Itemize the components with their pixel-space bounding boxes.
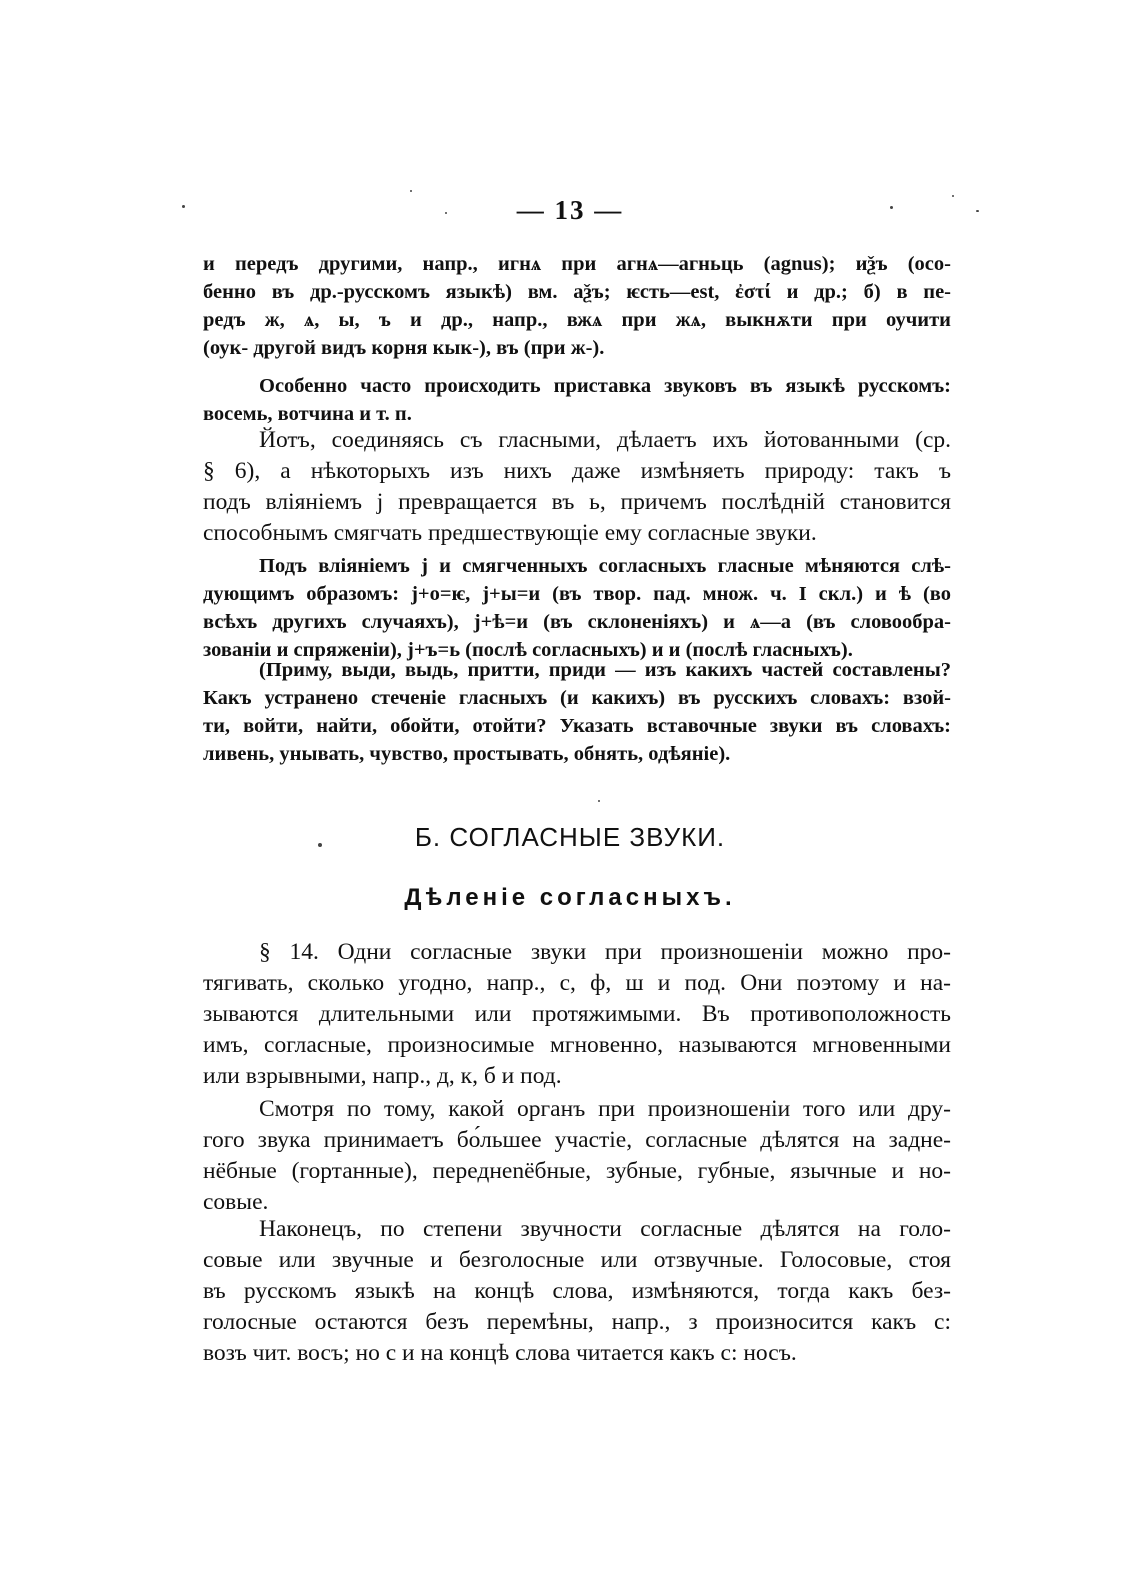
text-line: (оук- другой видъ корня кык-), въ (при ж-). [203, 337, 605, 359]
text-line: нёбные (гортанные), переднenёбные, зубные, губные, язычные и но- [203, 1158, 951, 1184]
text-line: редъ ж, ѧ, ы, ъ и др., напр., вжѧ при жѧ, выкнѫти при оучити [203, 309, 951, 331]
text-line: гого звука принимаетъ бо́льшее участіе, согласные дѣлятся на задне- [203, 1127, 951, 1153]
text-line: совые. [203, 1189, 269, 1215]
text-line: голосные остаются безъ перемѣны, напр., з произносится какъ с: [203, 1309, 951, 1335]
paragraph-vowel-changes [203, 552, 951, 664]
text-line: зываются длительными или протяжимыми. Въ противоположность [203, 1001, 951, 1027]
scan-speck [598, 800, 600, 802]
text-line: ти, войти, найти, обойти, отойти? Указать вставочные звуки въ словахъ: [203, 715, 951, 737]
text-line: (Приму, выди, выдь, притти, приди — изъ какихъ частей составлены? [259, 659, 951, 681]
text-line: возъ чит. восъ; но с и на концѣ слова читается какъ с: носъ. [203, 1340, 797, 1366]
scan-speck [410, 190, 412, 192]
scan-speck [952, 195, 954, 197]
text-line: тягивать, сколько угодно, напр., с, ф, ш и под. Они поэтому и на- [203, 970, 951, 996]
text-line: имъ, согласные, произносимые мгновенно, называются мгновенными [203, 1032, 951, 1058]
text-line: § 6), а нѣкоторыхъ изъ нихъ даже измѣняеть природу: такъ ъ [203, 458, 951, 484]
text-line: способнымъ смягчать предшествующіе ему согласные звуки. [203, 520, 817, 546]
paragraph-voicing-classification [203, 1214, 951, 1369]
text-line: ливень, унывать, чувство, простывать, обнять, одѣяніе). [203, 743, 731, 765]
paragraph-vowel-prothesis [203, 250, 951, 362]
text-line: или взрывными, напр., д, к, б и под. [203, 1063, 562, 1089]
text-line: § 14. Одни согласные звуки при произношеніи можно про- [259, 939, 951, 965]
paragraph-exercise [203, 656, 951, 768]
text-line: въ русскомъ языкѣ на концѣ слова, измѣняются, тогда какъ без- [203, 1278, 951, 1304]
scan-speck [890, 206, 893, 209]
text-line: всѣхъ другихъ случаяхъ), j+ѣ=и (въ склоненіяхъ) и ѧ—а (въ словообра- [203, 611, 951, 633]
text-line: дующимъ образомъ: j+о=ѥ, j+ы=и (въ твор. пад. множ. ч. I скл.) и ѣ (во [203, 583, 951, 605]
scan-speck [445, 212, 447, 214]
text-line: восемь, вотчина и т. п. [203, 403, 412, 425]
section-heading: Б. СОГЛАСНЫЕ ЗВУКИ. [414, 822, 726, 852]
page-number: — 13 — [516, 195, 624, 225]
text-line: и передъ другими, напр., игнѧ при агнѧ—агньць (agnus); иѯъ (осо- [203, 253, 951, 275]
scan-speck [182, 205, 185, 208]
text-line: подъ вліяніемъ j превращается въ ь, причемъ послѣдній становится [203, 489, 951, 515]
text-line: Йотъ, соединяясь съ гласными, дѣлаетъ ихъ йотованными (ср. [259, 427, 951, 453]
text-line: совые или звучные и безголосные или отзвучные. Голосовые, стоя [203, 1247, 951, 1273]
text-line: Наконецъ, по степени звучности согласные дѣлятся на голо- [259, 1216, 951, 1242]
text-line: зованіи и спряженіи), j+ъ=ь (послѣ согласныхъ) и и (послѣ гласныхъ). [203, 639, 853, 661]
text-line: Какъ устранено стеченіе гласныхъ (и какихъ) въ русскихъ словахъ: взой- [203, 687, 951, 709]
paragraph-section-14 [203, 937, 951, 1092]
paragraph-iotation [203, 425, 951, 549]
text-line: Смотря по тому, какой органъ при произношеніи того или дру- [259, 1096, 951, 1122]
scan-speck [318, 843, 322, 847]
paragraph-russian-prothesis [203, 372, 951, 428]
text-line: Особенно часто происходить приставка звуковъ въ языкѣ русскомъ: [259, 375, 951, 397]
paragraph-organ-classification [203, 1094, 951, 1218]
text-line: Подъ вліяніемъ j и смягченныхъ согласныхъ гласные мѣняются слѣ- [259, 555, 951, 577]
subsection-heading: Дѣленіе согласныхъ. [404, 884, 736, 911]
scan-speck [976, 210, 979, 212]
text-line: бенно въ др.-русскомъ языкѣ) вм. аѯъ; ѥсть—est, ἐστί и др.; б) в пе- [203, 281, 951, 303]
